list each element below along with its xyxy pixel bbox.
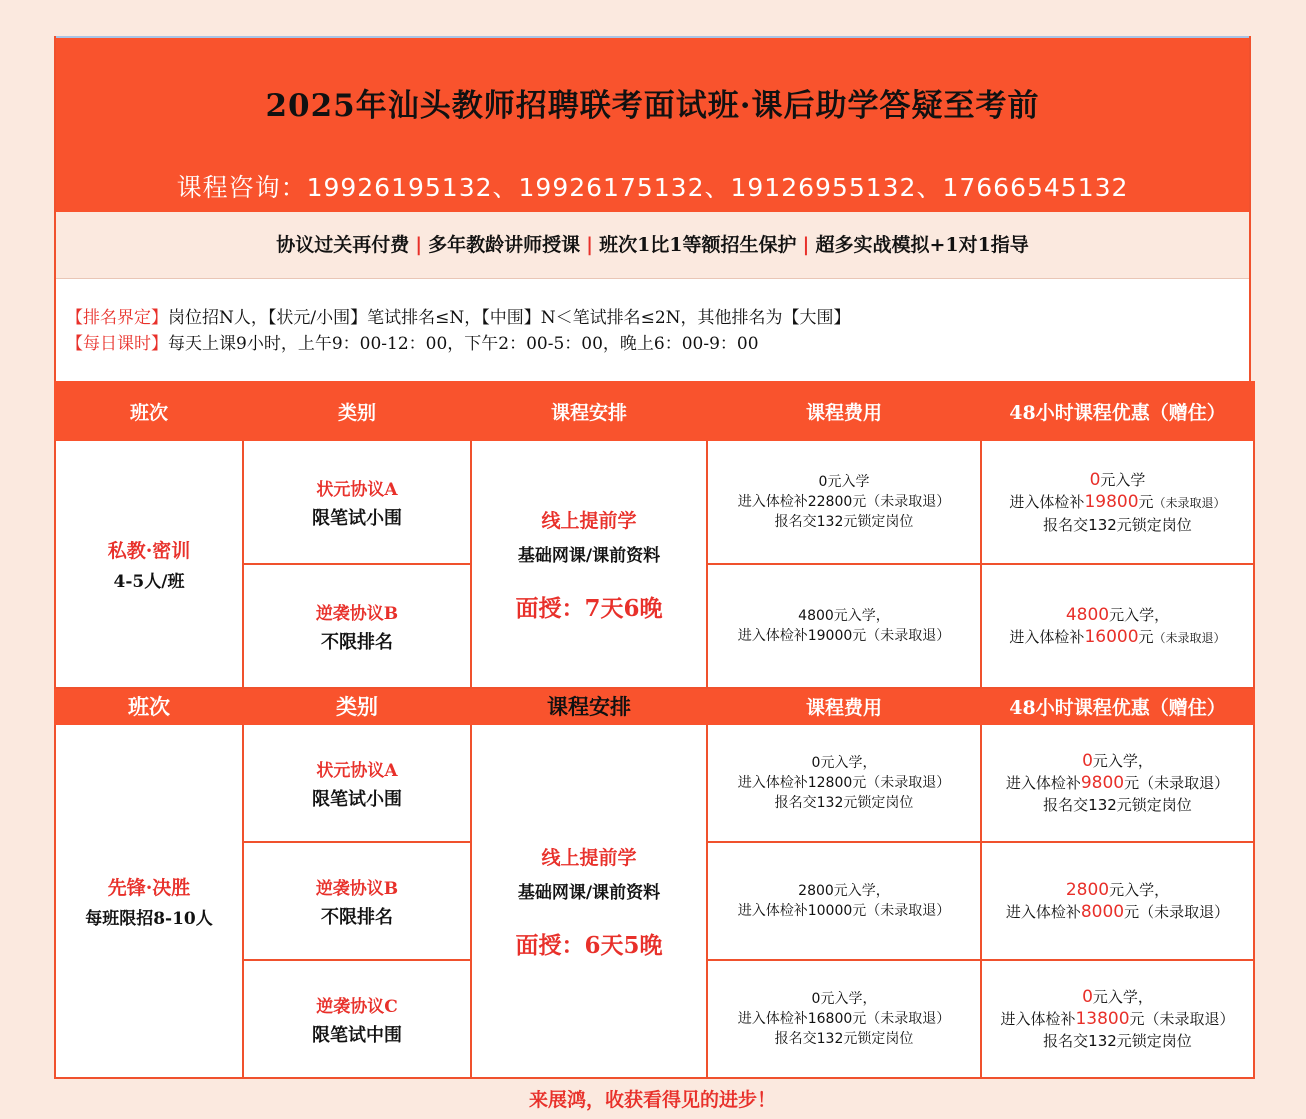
feature-strip xyxy=(56,212,1249,279)
fee-line: 4800元入学， xyxy=(798,608,890,624)
category-name: 状元协议A xyxy=(316,760,398,781)
promo-text: 进入体检补 xyxy=(1000,1010,1076,1028)
rank-tag: 【排名界定】 xyxy=(66,308,168,328)
category-name: 状元协议A xyxy=(316,479,398,500)
promo-line xyxy=(982,901,1253,923)
promo-line xyxy=(982,772,1253,794)
col-header: 课程费用 xyxy=(707,688,981,724)
feature-item: 超多实战模拟+1对1指导 xyxy=(815,234,1029,256)
fee-line: 2800元入学， xyxy=(798,883,890,899)
feature-item: 多年教龄讲师授课 xyxy=(428,234,581,256)
fee-cell xyxy=(707,960,981,1078)
promo-text: 元入学， xyxy=(1092,988,1153,1006)
fee-line: 进入体检补16800元（未录取退） xyxy=(737,1011,951,1027)
table-header-row xyxy=(55,688,1254,724)
separator: | xyxy=(586,234,594,256)
rank-text: 岗位招N人，【状元/小围】笔试排名≤N，【中围】N＜笔试排名≤2N，其他排名为【大围】 xyxy=(168,308,851,328)
arrangement-online: 线上提前学 xyxy=(541,509,637,532)
category-name: 逆袭协议B xyxy=(315,603,399,624)
course-table xyxy=(54,381,1255,1079)
promo-line: 报名交132元锁定岗位 xyxy=(1043,515,1192,534)
category-scope: 不限排名 xyxy=(321,906,393,928)
promo-note: （未录取退） xyxy=(1153,630,1226,645)
category-scope: 限笔试中围 xyxy=(312,1024,402,1046)
promo-text: 元（未录取退） xyxy=(1129,1010,1235,1028)
promo-note: （未录取退） xyxy=(1153,495,1226,510)
table-row xyxy=(55,440,1254,564)
category-cell xyxy=(243,960,471,1078)
col-header: 类别 xyxy=(243,688,471,724)
header-banner xyxy=(56,36,1249,212)
promo-text: 元（未录取退） xyxy=(1124,774,1230,792)
fee-line: 报名交132元锁定岗位 xyxy=(774,514,914,530)
fee-line: 0元入学， xyxy=(811,991,877,1007)
promo-line xyxy=(982,626,1253,649)
class-name: 先锋·决胜 xyxy=(107,877,191,899)
promo-amount: 16000 xyxy=(1084,626,1139,647)
category-scope: 限笔试小围 xyxy=(312,788,402,810)
arrangement-cell xyxy=(471,724,707,1078)
promo-line xyxy=(982,469,1253,491)
category-cell xyxy=(243,440,471,564)
promo-line xyxy=(982,750,1253,772)
promo-text: 进入体检补 xyxy=(1005,774,1081,792)
promo-line xyxy=(982,1008,1253,1030)
promo-text: 元入学 xyxy=(1100,470,1146,489)
arrangement-cell xyxy=(471,440,707,688)
rules-block xyxy=(56,279,1249,381)
fee-line: 报名交132元锁定岗位 xyxy=(774,795,914,811)
col-header: 48小时课程优惠（赠住） xyxy=(981,688,1254,724)
feature-item: 协议过关再付费 xyxy=(276,234,410,256)
table-header-row xyxy=(55,382,1254,440)
category-name: 逆袭协议B xyxy=(315,878,399,899)
fee-cell xyxy=(707,842,981,960)
promo-text: 进入体检补 xyxy=(1005,903,1081,921)
promo-line: 报名交132元锁定岗位 xyxy=(1043,796,1192,814)
arrangement-online: 线上提前学 xyxy=(541,846,637,869)
separator: | xyxy=(415,234,423,256)
promo-text: 元入学， xyxy=(1092,752,1153,770)
promo-cell xyxy=(981,724,1254,842)
fee-line: 进入体检补22800元（未录取退） xyxy=(737,494,951,510)
promo-cell xyxy=(981,842,1254,960)
fee-line: 进入体检补12800元（未录取退） xyxy=(737,775,951,791)
hours-rule xyxy=(66,331,1249,357)
table-row xyxy=(55,724,1254,842)
category-name: 逆袭协议C xyxy=(316,996,398,1017)
promo-amount: 0 xyxy=(1089,469,1101,490)
promo-text: 元 xyxy=(1138,492,1154,511)
fee-line: 0元入学 xyxy=(818,474,870,490)
fee-line: 0元入学， xyxy=(811,755,877,771)
price-sheet xyxy=(54,36,1251,1079)
promo-cell xyxy=(981,960,1254,1078)
fee-cell xyxy=(707,564,981,688)
footer-slogan: 来展鸿，收获看得见的进步！ xyxy=(528,1089,776,1111)
promo-amount: 2800 xyxy=(1065,880,1110,900)
promo-text: 元入学， xyxy=(1109,881,1170,899)
promo-amount: 9800 xyxy=(1080,773,1125,793)
rank-rule xyxy=(66,305,1249,331)
promo-text: 元（未录取退） xyxy=(1124,903,1230,921)
promo-amount: 0 xyxy=(1082,751,1093,771)
class-size: 4-5人/班 xyxy=(113,572,185,592)
promo-text: 元 xyxy=(1138,627,1154,646)
promo-cell xyxy=(981,440,1254,564)
category-cell xyxy=(243,842,471,960)
fee-cell xyxy=(707,440,981,564)
category-cell xyxy=(243,724,471,842)
category-scope: 限笔试小围 xyxy=(312,507,402,529)
fee-line: 报名交132元锁定岗位 xyxy=(774,1031,914,1047)
class-size: 每班限招8-10人 xyxy=(85,909,213,929)
promo-amount: 13800 xyxy=(1075,1009,1130,1029)
promo-amount: 0 xyxy=(1082,987,1093,1007)
arrangement-materials: 基础网课/课前资料 xyxy=(517,545,661,566)
promo-text: 元入学， xyxy=(1109,605,1170,624)
fee-cell xyxy=(707,724,981,842)
separator: | xyxy=(802,234,810,256)
col-header: 类别 xyxy=(243,382,471,440)
col-header: 课程安排 xyxy=(471,382,707,440)
promo-line xyxy=(982,986,1253,1008)
col-header: 班次 xyxy=(55,382,243,440)
arrangement-inperson: 面授：7天6晚 xyxy=(515,594,663,622)
fee-line: 进入体检补19000元（未录取退） xyxy=(737,628,951,644)
category-cell xyxy=(243,564,471,688)
col-header: 课程安排 xyxy=(471,688,707,724)
page-title: 2025年汕头教师招聘联考面试班·课后助学答疑至考前 xyxy=(265,88,1040,124)
col-header: 课程费用 xyxy=(707,382,981,440)
promo-text: 进入体检补 xyxy=(1009,492,1085,511)
promo-line: 报名交132元锁定岗位 xyxy=(1043,1032,1192,1050)
promo-cell xyxy=(981,564,1254,688)
col-header: 班次 xyxy=(55,688,243,724)
hours-text: 每天上课9小时，上午9：00-12：00，下午2：00-5：00，晚上6：00-9：00 xyxy=(168,334,759,354)
promo-line xyxy=(982,879,1253,901)
class-cell xyxy=(55,440,243,688)
col-header: 48小时课程优惠（赠住） xyxy=(981,382,1254,440)
promo-amount: 8000 xyxy=(1080,902,1125,922)
hours-tag: 【每日课时】 xyxy=(66,334,168,354)
promo-amount: 19800 xyxy=(1084,491,1139,512)
class-name: 私教·密训 xyxy=(107,540,191,562)
fee-line: 进入体检补10000元（未录取退） xyxy=(737,903,951,919)
promo-text: 进入体检补 xyxy=(1009,627,1085,646)
contact-phones: 课程咨询：19926195132、19926175132、19126955132、17666545132 xyxy=(176,173,1129,202)
feature-item: 班次1比1等额招生保护 xyxy=(599,234,797,256)
arrangement-materials: 基础网课/课前资料 xyxy=(517,882,661,903)
category-scope: 不限排名 xyxy=(321,631,393,653)
class-cell xyxy=(55,724,243,1078)
promo-line xyxy=(982,491,1253,514)
arrangement-inperson: 面授：6天5晚 xyxy=(515,931,663,959)
promo-line xyxy=(982,604,1253,626)
promo-amount: 4800 xyxy=(1065,604,1110,625)
